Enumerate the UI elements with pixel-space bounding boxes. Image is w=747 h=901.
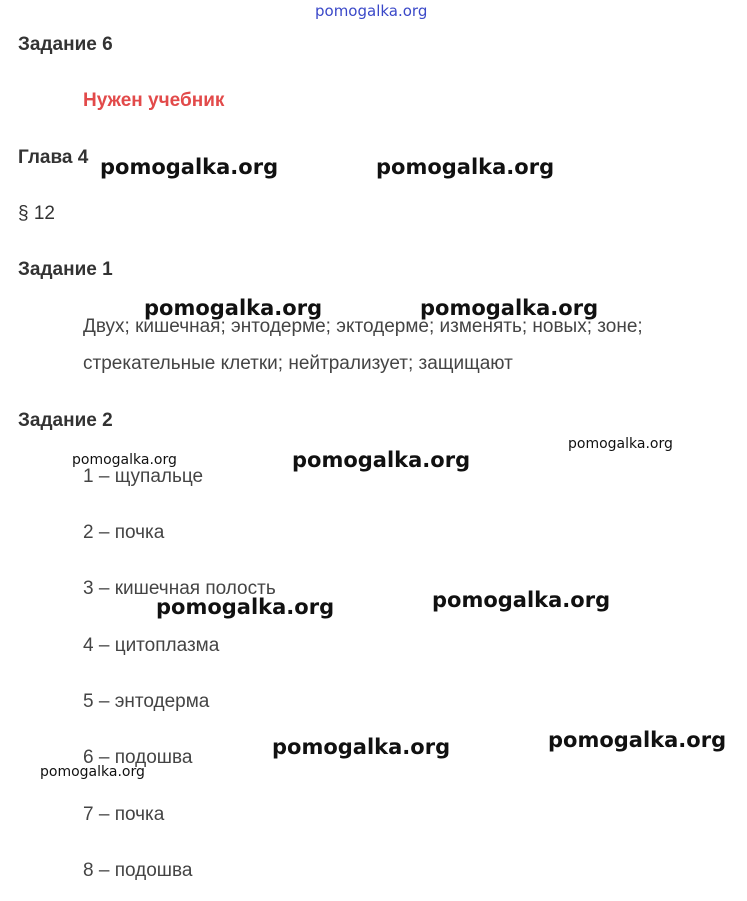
list-item: 3 – кишечная полость	[83, 578, 276, 599]
watermark: pomogalka.org	[432, 588, 611, 612]
task1-answer-line2: стрекательные клетки; нейтрализует; защищают	[83, 353, 513, 374]
list-item: 4 – цитоплазма	[83, 635, 220, 656]
header-watermark: pomogalka.org	[315, 2, 428, 20]
list-item: 7 – почка	[83, 804, 165, 825]
watermark: pomogalka.org	[40, 764, 145, 780]
watermark: pomogalka.org	[144, 296, 323, 320]
watermark: pomogalka.org	[100, 155, 279, 179]
watermark: pomogalka.org	[292, 448, 471, 472]
watermark: pomogalka.org	[420, 296, 599, 320]
paragraph-number: § 12	[18, 203, 55, 224]
task2-heading: Задание 2	[18, 410, 113, 431]
watermark: pomogalka.org	[548, 728, 727, 752]
list-item: 2 – почка	[83, 522, 165, 543]
chapter-heading: Глава 4	[18, 147, 89, 168]
task1-answer-line1: Двух; кишечная; энтодерме; эктодерме; изменять; новых; зоне;	[83, 316, 643, 337]
task6-heading: Задание 6	[18, 34, 113, 55]
watermark: pomogalka.org	[156, 595, 335, 619]
task1-heading: Задание 1	[18, 259, 113, 280]
watermark: pomogalka.org	[272, 735, 451, 759]
watermark: pomogalka.org	[568, 436, 673, 452]
list-item: 8 – подошва	[83, 860, 193, 881]
need-textbook-link[interactable]: Нужен учебник	[83, 90, 225, 111]
watermark: pomogalka.org	[376, 155, 555, 179]
list-item: 1 – щупальце	[83, 466, 204, 487]
list-item: 5 – энтодерма	[83, 691, 210, 712]
list-item: 6 – подошва	[83, 747, 193, 768]
watermark: pomogalka.org	[72, 452, 177, 468]
